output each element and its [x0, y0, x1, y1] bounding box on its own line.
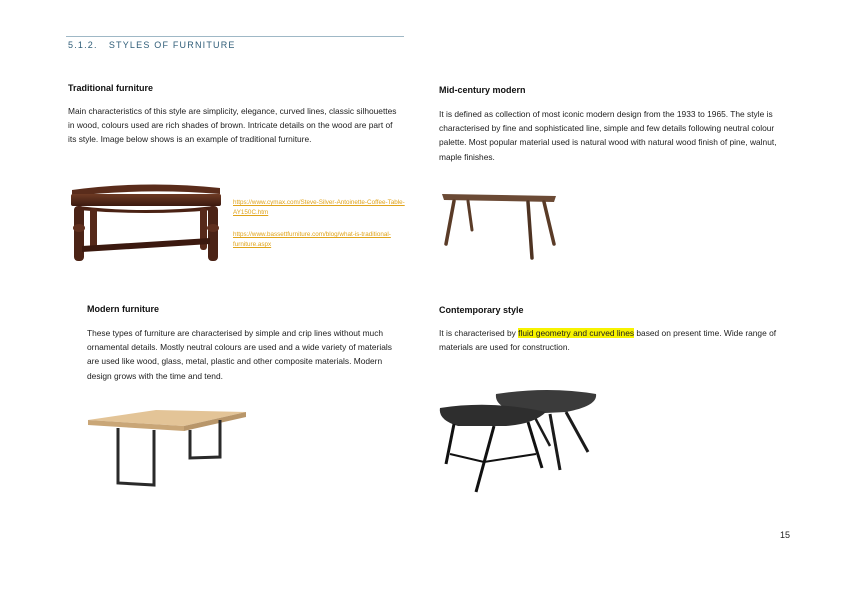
- midcentury-table-image: [440, 188, 558, 262]
- contemporary-text: [439, 326, 789, 354]
- modern-text: These types of furniture are characterised by simple and crip lines without much ornamental details. Mostly neutral colours are used and a wide variety of materials are used like wood, glass, metal, plastic and other composite materials. Modern design grows with the time and tend.: [87, 328, 392, 381]
- contemporary-text-before: It is characterised by: [439, 328, 519, 338]
- traditional-link-cymax[interactable]: https://www.cymax.com/Steve-Silver-Antoinette-Coffee-Table-AY150C.htm: [233, 199, 405, 216]
- midcentury-text: It is defined as collection of most iconic modern design from the 1933 to 1965. The style is characterised by fine and sophisticated line, simple and few details following neutral colour palette. Most popular material used is natural wood with natural wood finish of pine, walnut, maple finishes.: [439, 109, 777, 162]
- modern-title: Modern furniture: [87, 304, 159, 314]
- traditional-table-image: [68, 180, 224, 266]
- section-title: STYLES OF FURNITURE: [108, 40, 236, 50]
- contemporary-text-highlight: fluid geometry and curved lines: [518, 328, 635, 338]
- contemporary-tables-image: [438, 388, 600, 494]
- page-number: 15: [780, 530, 791, 540]
- header-rule: [66, 36, 404, 37]
- traditional-link-bassett[interactable]: https://www.bassettfurniture.com/blog/what-is-traditional-furniture.aspx: [233, 231, 391, 248]
- traditional-title: Traditional furniture: [68, 83, 154, 93]
- traditional-text: Main characteristics of this style are simplicity, elegance, curved lines, classic silhouettes in wood, colours used are rich shades of brown. Intricate details on the wood are part of its style. Image below shows is an example of traditional furniture.: [68, 106, 397, 145]
- contemporary-text-after: based on present time. Wide range of materials are used for construction.: [439, 328, 777, 353]
- section-number: 5.1.2.: [68, 40, 98, 50]
- modern-table-image: [88, 408, 248, 488]
- midcentury-title: Mid-century modern: [439, 85, 526, 95]
- contemporary-title: Contemporary style: [439, 305, 524, 315]
- section-heading: [68, 40, 236, 50]
